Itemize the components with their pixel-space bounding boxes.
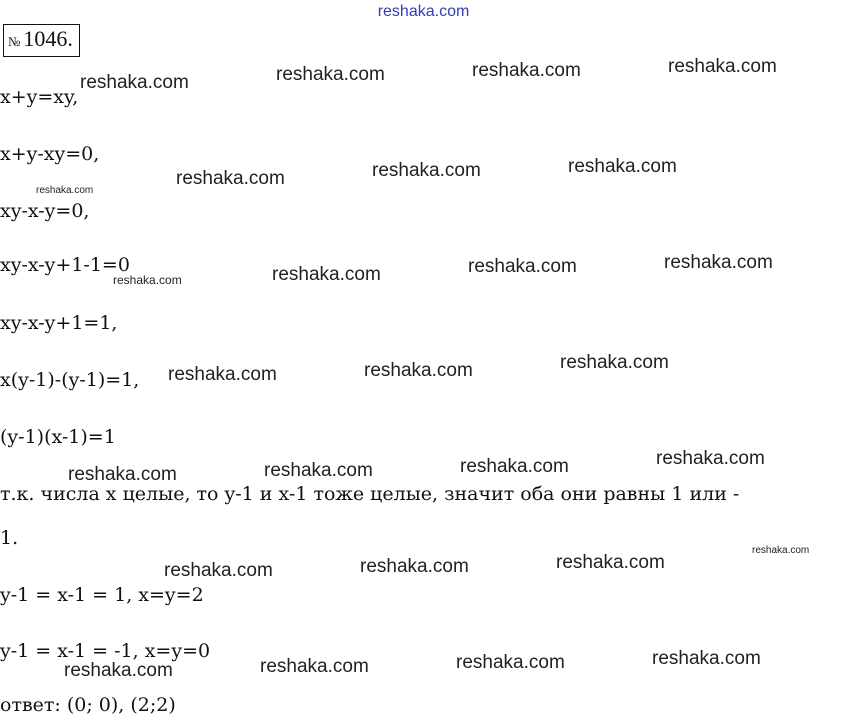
site-header-watermark: reshaka.com bbox=[377, 3, 470, 20]
solution-line-5: xy-x-y+1=1, bbox=[0, 312, 118, 334]
watermark: reshaka.com bbox=[276, 64, 385, 85]
watermark: reshaka.com bbox=[176, 168, 285, 189]
watermark: reshaka.com bbox=[272, 264, 381, 285]
watermark: reshaka.com bbox=[652, 648, 761, 669]
watermark: reshaka.com bbox=[468, 256, 577, 277]
watermark: reshaka.com bbox=[68, 464, 177, 485]
watermark-small: reshaka.com bbox=[36, 185, 94, 196]
watermark-small: reshaka.com bbox=[113, 273, 182, 287]
problem-number-box bbox=[3, 24, 80, 57]
problem-number: 1046. bbox=[23, 26, 73, 51]
number-sign: № bbox=[8, 34, 21, 49]
solution-line-8: т.к. числа х целые, то y-1 и x-1 тоже целые, значит оба они равны 1 или - bbox=[0, 483, 740, 505]
solution-line-9: 1. bbox=[0, 527, 19, 549]
watermark: reshaka.com bbox=[164, 560, 273, 581]
watermark: reshaka.com bbox=[568, 156, 677, 177]
solution-line-2: x+y-xy=0, bbox=[0, 143, 100, 165]
watermark: reshaka.com bbox=[260, 656, 369, 677]
watermark: reshaka.com bbox=[556, 552, 665, 573]
solution-line-12: ответ: (0; 0), (2;2) bbox=[0, 694, 176, 716]
watermark: reshaka.com bbox=[460, 456, 569, 477]
watermark: reshaka.com bbox=[656, 448, 765, 469]
solution-line-3: xy-x-y=0, bbox=[0, 200, 90, 222]
watermark: reshaka.com bbox=[360, 556, 469, 577]
watermark: reshaka.com bbox=[472, 60, 581, 81]
solution-line-11: y-1 = x-1 = -1, x=y=0 bbox=[0, 640, 211, 662]
watermark: reshaka.com bbox=[168, 364, 277, 385]
watermark: reshaka.com bbox=[456, 652, 565, 673]
watermark: reshaka.com bbox=[64, 660, 173, 681]
solution-line-7: (y-1)(x-1)=1 bbox=[0, 426, 116, 448]
watermark: reshaka.com bbox=[264, 460, 373, 481]
watermark-small: reshaka.com bbox=[752, 545, 810, 556]
watermark: reshaka.com bbox=[560, 352, 669, 373]
watermark: reshaka.com bbox=[668, 56, 777, 77]
watermark: reshaka.com bbox=[664, 252, 773, 273]
solution-line-6: x(y-1)-(y-1)=1, bbox=[0, 369, 140, 391]
watermark: reshaka.com bbox=[364, 360, 473, 381]
solution-line-4: xy-x-y+1-1=0 bbox=[0, 254, 130, 276]
watermark: reshaka.com bbox=[80, 72, 189, 93]
watermark: reshaka.com bbox=[372, 160, 481, 181]
solution-line-1: x+y=xy, bbox=[0, 86, 79, 108]
solution-line-10: y-1 = x-1 = 1, x=y=2 bbox=[0, 584, 204, 606]
